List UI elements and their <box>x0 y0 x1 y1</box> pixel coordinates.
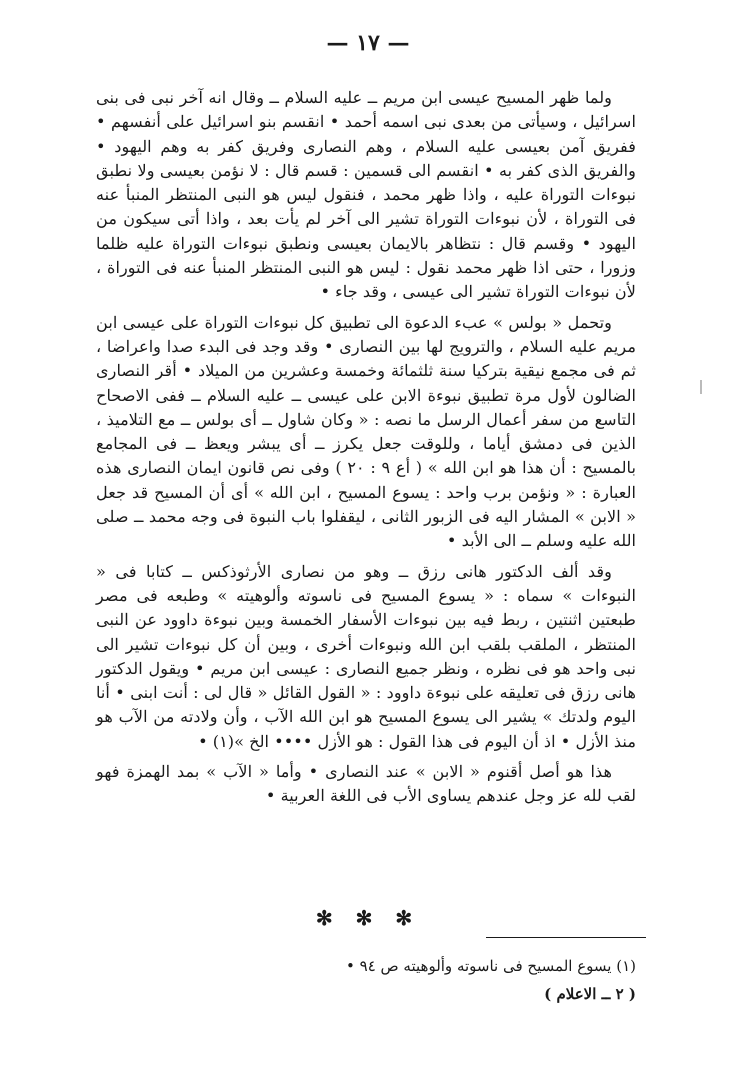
page-number: — ١٧ — <box>326 30 410 56</box>
paragraph-3: وقد ألف الدكتور هانى رزق ــ وهو من نصارى الأرثوذكس ــ كتابا فى « النبوءات » سماه : « يسوع المسيح فى ناسوته وألوهيته » وطبعه فى مصر طبعتين اثنتين ، ربط فيه بين نبوءات الأسفار الخمسة وبين نبوءة داوود عن النبى المنتظر ، الملقب بلقب ابن الله ونبوءات أخرى ، وبين أن كل نبوءات تشير الى نبى واحد هو فى نظره ، ونظر جميع النصارى : عيسى ابن مريم • ويقول الدكتور هانى رزق فى تعليقه على نبوءة داوود : « القول القائل « قال لى : أنت ابنى • أنا اليوم ولدتك » يشير الى يسوع المسيح هو ابن الله الآب ، وأن ولادته من الآب هو منذ الأزل • اذ أن اليوم فى هذا القول : هو الأزل •••• الخ »(١) • <box>96 561 636 751</box>
section-separator-stars: ✻ ✻ ✻ <box>315 906 421 930</box>
scan-artifact <box>700 380 702 394</box>
footnote-divider <box>486 937 646 938</box>
paragraph-4: هذا هو أصل أقنوم « الابن » عند النصارى • وأما « الآب » بمد الهمزة فهو لقب لله عز وجل عندهم يساوى الأب فى اللغة العربية • <box>96 762 636 806</box>
main-text-block <box>96 86 636 815</box>
footnote: (١) يسوع المسيح فى ناسوته وألوهيته ص ٩٤ • <box>346 957 636 975</box>
paragraph-2: وتحمل « بولس » عبء الدعوة الى تطبيق كل نبوءات التوراة على عيسى ابن مريم عليه السلام ، والترويج لها بين النصارى • وقد وجد فى البدء صدا واعراضا ، ثم فى مجمع نيقية بتركيا سنة ثلثمائة وخمسة وعشرين من الميلاد • أقر النصارى الضالون لأول مرة تطبيق نبوءة الابن على عيسى ــ عليه السلام ــ ففى الاصحاح التاسع من سفر أعمال الرسل ما نصه : « وكان شاول ــ أى بولس ــ مع التلاميذ ، الذين فى دمشق أياما ، وللوقت جعل يكرز ــ أى يبشر ويعظ ــ فى المجامع بالمسيح : أن هذا هو ابن الله » ( أع ٩ : ٢٠ ) وفى نص قانون ايمان النصارى هذه العبارة : « ونؤمن برب واحد : يسوع المسيح ، ابن الله » أى أن المسيح قد جعل « الابن » المشار اليه فى الزبور الثانى ، ليقفلوا باب النبوة فى وجه محمد ــ صلى الله عليه وسلم ــ الى الأبد • <box>96 312 636 551</box>
paragraph-1: ولما ظهر المسيح عيسى ابن مريم ــ عليه السلام ــ وقال انه آخر نبى فى بنى اسرائيل ، وسيأتى من بعدى نبى اسمه أحمد • انقسم بنو اسرائيل على أنفسهم • ففريق آمن بعيسى عليه السلام ، وهم النصارى وفريق كفر به وهم اليهود • والفريق الذى كفر به • انقسم الى قسمين : قسم قال : لا نؤمن بعيسى ولا نطبق نبوءات التوراة عليه ، واذا ظهر محمد ، فنقول ليس هو النبى المنتظر المنبأ عنه فى التوراة ، لأن نبوءات التوراة تشير الى آخر لم يأت بعد ، واذا أتى سيكون من اليهود • وقسم قال : نتظاهر بالايمان بعيسى ونطبق نبوءات التوراة عليه ظلما وزورا ، حتى اذا ظهر محمد نقول : ليس هو النبى المنتظر المنبأ عنه فى التوراة ، لأن نبوءات التوراة تشير الى عيسى ، وقد جاء • <box>96 88 636 302</box>
signature-mark: ( ٢ ــ الاعلام ) <box>544 985 636 1003</box>
